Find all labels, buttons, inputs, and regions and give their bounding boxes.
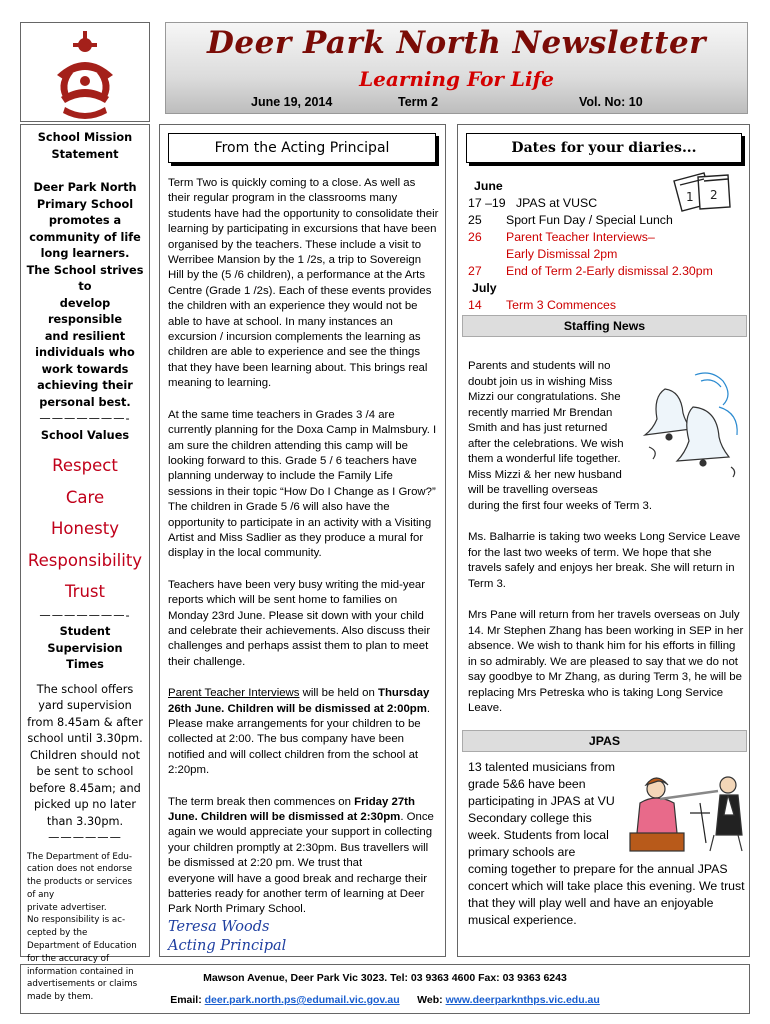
school-logo-box [20,22,150,122]
supervision-line: school until 3.30pm. [27,732,143,745]
disclaimer-line: made by them. [27,992,94,1003]
mission-heading: School Mission Statement [37,131,133,161]
supervision-line: from 8.45am & after [27,715,143,729]
supervision-line: Children should not [29,748,141,762]
signature-name: Teresa Woods [168,918,270,935]
principal-body [168,176,440,956]
mission-line: promotes a [48,214,122,227]
mission-line: The School strives to [26,263,144,293]
supervision-line: yard supervision [38,699,132,712]
svg-text:1: 1 [686,190,694,204]
dates-heading: Dates for your diaries... [466,133,742,163]
disclaimer-line: The Department of Edu- [27,851,133,862]
issue-term: Term 2 [398,95,439,109]
calendar-icon [668,167,740,219]
school-value: Trust [65,582,105,601]
mission-statement [21,180,149,411]
paragraph-text: . Please make arrangements for your children to be collected at 2:00. The bus company have been notified and will collect children from the school at 2:20pm. [168,702,431,777]
supervision-line: picked up no later [33,798,137,811]
disclaimer-line: cation does not endorse [27,864,133,875]
mission-line: long learners. [40,247,130,260]
wedding-bells-icon [635,367,750,489]
supervision-times [21,682,149,831]
mission-line: work towards [41,362,129,376]
supervision-line: before 8.45am; and [29,781,141,795]
disclaimer-line: Department of Education [27,941,137,952]
mission-line: and resilient [44,329,126,343]
right-column [457,124,750,957]
issue-date: June 19, 2014 [251,95,333,109]
supervision-heading-line2: Times [66,658,104,671]
date-event: End of Term 2-Early dismissal 2.30pm [506,264,713,278]
school-value: Honesty [51,519,119,538]
footer-contacts [21,994,749,1006]
school-values [21,450,149,608]
date-event: Sport Fun Day / Special Lunch [506,213,673,227]
date-event: Term 3 Commences [506,298,617,312]
date-day: 26 [468,230,482,244]
date-event: Parent Teacher Interviews– [506,230,655,244]
date-day: 14 [468,298,482,312]
date-day: 25 [468,213,482,227]
mission-line: develop responsible [47,296,123,326]
web-label: Web: [417,994,446,1006]
email-label: Email: [170,994,205,1006]
disclaimer-line: of any [27,889,55,900]
divider: ———————- [39,608,131,622]
principal-paragraph: At the same time teachers in Grades 3 /4 are currently planning for the Doxa Camp in Malmsbury. I am sure the children attending this camp will be looking forward to this. Grade 5 / 6 teachers have planning underway to include the Family Life sessions in their topic “How Do I Change as I Grow?” The children in Grade 5 /6 will also have the opportunity to participate in an activity with a Visiting Artist and Miss Sadlier as they produce a mural for display in the local community. [168,408,437,560]
mission-line: individuals who [35,346,135,359]
paragraph-text: . Once again we would appreciate your support in collecting your children promptly at 2:30pm. Bus travellers will be dismissed at 2:20 pm. We trust that [168,811,434,870]
disclaimer-line: for the accuracy of [27,953,110,964]
disclaimer-line: information contained in [27,966,134,977]
website-link[interactable]: www.deerparknthps.vic.edu.au [445,994,600,1006]
divider: ———————- [39,412,131,425]
principal-paragraph [168,686,440,778]
school-value: Responsibility [27,550,143,570]
supervision-line: than 3.30pm. [46,814,124,828]
staffing-paragraph: Mrs Pane will return from her travels overseas on July 14. Mr Stephen Zhang has been working in SEP in her absence. We wish to thank him for his efforts in filling in so admirably. We are pleased to say that we do not say goodbye to Mr Zhang, as during Term 3, he will be replacing Mrs Petreska who is taking Long Service Leave. [468,609,744,714]
staffing-body [468,359,744,733]
musicians-icon [624,773,746,853]
values-heading: School Values [40,428,130,442]
mission-line: personal best. [39,395,131,409]
principal-heading: From the Acting Principal [168,133,436,163]
disclaimer-line: No responsibility is ac- [27,915,126,926]
staffing-paragraph: Ms. Balharrie is taking two weeks Long Service Leave for the last two weeks of term. We hope that she travels safely and enjoys her break. She will return in Term 3. [468,531,741,590]
footer-address: Mawson Avenue, Deer Park Vic 3023. Tel: 03 9363 4600 Fax: 03 9363 6243 [203,972,567,984]
interviews-link-text: Parent Teacher Interviews [168,687,300,700]
principal-paragraph [168,795,440,918]
supervision-line: The school offers [36,682,134,696]
mission-line: achieving their [37,379,133,392]
disclaimer-line: private advertiser. [27,902,107,913]
paragraph-bold: Thursday 26th June. Children will be dismissed at 2:00pm [168,687,430,715]
svg-text:2: 2 [710,188,718,202]
masthead [165,22,748,114]
paragraph-text: will be held on [299,687,379,700]
sidebar [20,124,150,1003]
month-july: July [472,281,497,295]
footer [20,964,750,1014]
date-event: JPAS at VUSC [516,196,598,210]
divider-short: —————— [48,831,122,844]
paragraph-text: The term break then commences on [168,795,355,808]
disclaimer-line: advertisements or claims [27,979,138,990]
disclaimer-line: cepted by the [27,928,88,939]
disclaimer-line: the products or services [27,877,133,888]
month-june: June [474,179,503,193]
date-day: 27 [468,264,482,278]
mission-line: Primary School [36,197,134,211]
newsletter-title: Deer Park North Newsletter [206,25,706,61]
mission-line: community of life [29,230,141,244]
paragraph-bold: Friday 27th June. Children will be dismissed at 2:30pm [168,795,415,824]
signature-title: Acting Principal [168,937,287,954]
principal-paragraph: Term Two is quickly coming to a close. As well as their regular program in the classrooms many students have had the opportunity to consolidate their learning by participating in excursions that have been organised by the teachers. These include a visit to Werribee Mansion by the 1 /2s, a trip to Sovereign Hill by the (5 /6 children), a performance at the Arts Centre (Grade 1 /2s). Each of these events provides the children with an experience they would not be able to have at school. In many instances an excursion / incursion complements the learning as children are able to experience and see the things that they have been learning about. This brings real meaning to learning. [168,177,439,390]
jpas-body [468,759,748,929]
jpas-heading: JPAS [462,730,747,752]
staffing-heading: Staffing News [462,315,747,337]
principal-article [159,124,446,957]
issue-volume: Vol. No: 10 [579,95,643,109]
staffing-paragraph: Parents and students will no doubt join us in wishing Miss Mizzi our congratulations. She recently married Mr Brendan Smith and has just returned after the celebrations. We wish them a wonderful life together. Miss Mizzi & her new husband will be travelling overseas during the first four weeks of Term 3. [468,360,653,512]
principal-paragraph: Teachers have been very busy writing the mid-year reports which will be sent home to families on Monday 23rd June. Please sit down with your child and celebrate their achievements. Also discuss their challenges and perhaps assist them to plan to meet their challenge. [168,578,431,668]
date-event-line2: Early Dismissal 2pm [506,247,618,261]
jpas-paragraph: 13 talented musicians from grade 5&6 have been participating in JPAS at VU Secondary college this week. Students from local primary schools are coming together to prepare for the annual JPAS concert which will take place this evening. We trust that they will play well and have an enjoyable musical experience. [468,760,745,927]
school-value: Respect [52,456,118,475]
date-day: 17 –19 [468,196,506,210]
school-value: Care [65,487,105,507]
supervision-heading: Student Supervision [47,625,123,655]
email-link[interactable]: deer.park.north.ps@edumail.vic.gov.au [204,994,400,1006]
paragraph-text: everyone will have a good break and recharge their batteries ready for another term of learning at Deer Park North Primary School. [168,872,427,916]
mission-line: Deer Park North [33,181,137,194]
supervision-line: be sent to school [36,765,134,778]
newsletter-tagline: Learning For Life [359,67,554,91]
school-logo-icon [21,23,149,121]
